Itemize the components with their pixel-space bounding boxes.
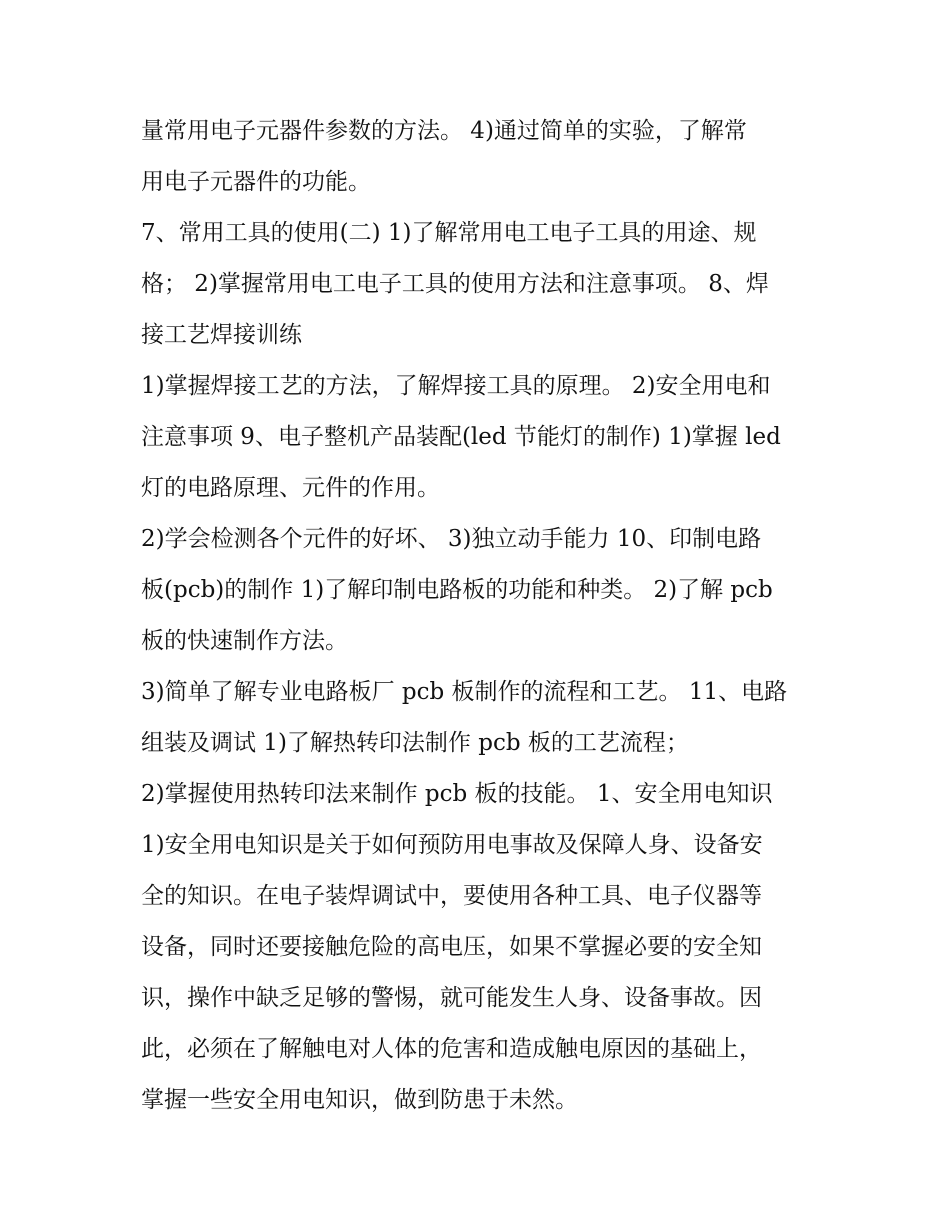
text-line: 3)简单了解专业电路板厂 pcb 板制作的流程和工艺。 11、电路 [141,679,788,705]
text-line: 格； 2)掌握常用电工电子工具的使用方法和注意事项。 8、焊 [141,271,769,297]
text-line: 板(pcb)的制作 1)了解印制电路板的功能和种类。 2)了解 pcb [141,577,773,603]
text-line: 注意事项 9、电子整机产品装配(led 节能灯的制作) 1)掌握 led [141,424,781,450]
text-line: 量常用电子元器件参数的方法。 4)通过简单的实验，了解常 [141,118,747,144]
text-line: 1)安全用电知识是关于如何预防用电事故及保障人身、设备安 [141,832,763,858]
text-line: 掌握一些安全用电知识，做到防患于未然。 [141,1087,578,1113]
text-line: 2)学会检测各个元件的好坏、 3)独立动手能力 10、印制电路 [141,526,762,552]
text-line: 全的知识。在电子装焊调试中，要使用各种工具、电子仪器等 [141,883,762,909]
text-line: 灯的电路原理、元件的作用。 [141,475,440,501]
text-line: 组装及调试 1)了解热转印法制作 pcb 板的工艺流程； [141,730,689,756]
text-line: 2)掌握使用热转印法来制作 pcb 板的技能。 1、安全用电知识 [141,781,773,807]
text-line: 7、常用工具的使用(二) 1)了解常用电工电子工具的用途、规 [141,220,757,246]
text-line: 板的快速制作方法。 [141,628,348,654]
text-line: 用电子元器件的功能。 [141,169,371,195]
text-line: 设备，同时还要接触危险的高电压，如果不掌握必要的安全知 [141,934,762,960]
body-text [141,106,821,1126]
text-line: 识，操作中缺乏足够的警惕，就可能发生人身、设备事故。因 [141,985,762,1011]
text-line: 接工艺焊接训练 [141,322,302,348]
text-line: 1)掌握焊接工艺的方法，了解焊接工具的原理。 2)安全用电和 [141,373,771,399]
text-line: 此，必须在了解触电对人体的危害和造成触电原因的基础上， [141,1036,762,1062]
